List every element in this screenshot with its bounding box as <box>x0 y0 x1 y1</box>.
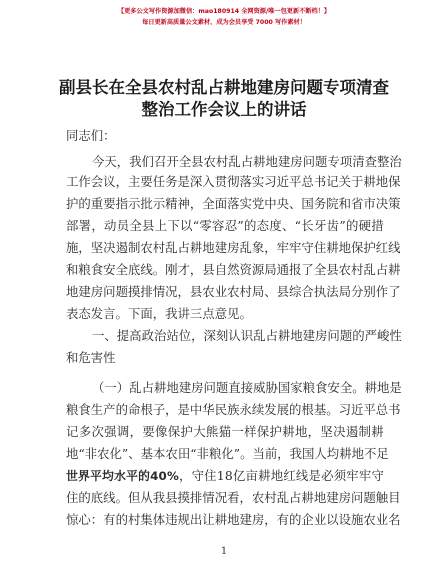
body-line: 工 作 会 议 ， 主 要 任 务 是 深 入 贯 彻 落 实 习 近 平 总 书 记 关 于 耕 地 保 <box>66 174 401 189</box>
body-line: 今 天 ， 我 们 召 开 全 县 农 村 乱 占 耕 地 建 房 问 题 专 项 清 查 整 治 <box>92 154 402 169</box>
body-line: （ 一 ） 乱 占 耕 地 建 房 问 题 直 接 威 胁 国 家 粮 食 安 全 。 耕 地 是 <box>92 380 402 395</box>
body-line: 地 建 房 问 题 摸 排 情 况 ， 县 农 业 农 村 局 、 县 综 合 执 法 局 分 别 作 了 <box>66 284 401 299</box>
promo-banner-line-2: 每日更新高质量公文素材，成为会员享受 7000 写作素材！ <box>142 19 306 26</box>
body-line: 护 的 重 要 指 示 批 示 精 神 ， 全 面 落 实 党 中 央 、 国 务 院 和 省 市 决 策 <box>66 196 401 211</box>
body-line: 地 “ 非 农 化 ” 、 基 本 农 田 “ 非 粮 化 ” 。 当 前 ， 我 国 人 均 耕 地 不 足 <box>66 446 389 461</box>
body-line: 世 界 平 均 水 平 的 4 0 % ， 守 住 1 8 亿 亩 耕 地 红 线 是 必 须 牢 牢 守 <box>66 468 384 483</box>
body-line: 惊 心 ： 有 的 村 集 体 违 规 出 让 耕 地 建 房 ， 有 的 企 业 以 设 施 农 业 名 <box>66 512 401 527</box>
body-line: 和危害性 <box>66 350 116 365</box>
body-line: 住 的 底 线 。 但 从 我 县 摸 排 情 况 看 ， 农 村 乱 占 耕 地 建 房 问 题 触 目 <box>66 490 401 505</box>
document-title-line-2: 整治工作会议上的讲话 <box>141 100 307 119</box>
promo-banner-line-1: 【更多公文写作资源加微信：mao180914 全网资源/唯一包更新不断档！】 <box>117 8 331 15</box>
body-line: 表态发言。下面，我讲三点意见。 <box>66 306 252 321</box>
body-line: 部 署 ， 动 员 全 县 上 下 以 “ 零 容 忍 ” 的 态 度 、 “ 长 牙 齿 ” 的 硬 措 <box>66 218 384 233</box>
body-line: 和 粮 食 安 全 底 线 。 刚 才 ， 县 自 然 资 源 局 通 报 了 全 县 农 村 乱 占 耕 <box>66 262 401 277</box>
body-line: 施 ， 坚 决 遏 制 农 村 乱 占 耕 地 建 房 乱 象 ， 牢 牢 守 住 耕 地 保 护 红 线 <box>66 240 401 255</box>
document-title-line-1: 副县长在全县农村乱占耕地建房问题专项清查 <box>59 78 389 97</box>
body-line: 一 、 提 高 政 治 站 位 ， 深 刻 认 识 乱 占 耕 地 建 房 问 题 的 严 峻 性 <box>92 328 402 343</box>
page-number: 1 <box>220 546 228 557</box>
body-line: 记 多 次 强 调 ， 要 像 保 护 大 熊 猫 一 样 保 护 耕 地 ， 坚 决 遏 制 耕 <box>66 424 384 439</box>
body-line: 粮 食 生 产 的 命 根 子 ， 是 中 华 民 族 永 续 发 展 的 根 基 。 习 近 平 总 书 <box>66 402 401 417</box>
salutation: 同志们： <box>66 128 116 143</box>
